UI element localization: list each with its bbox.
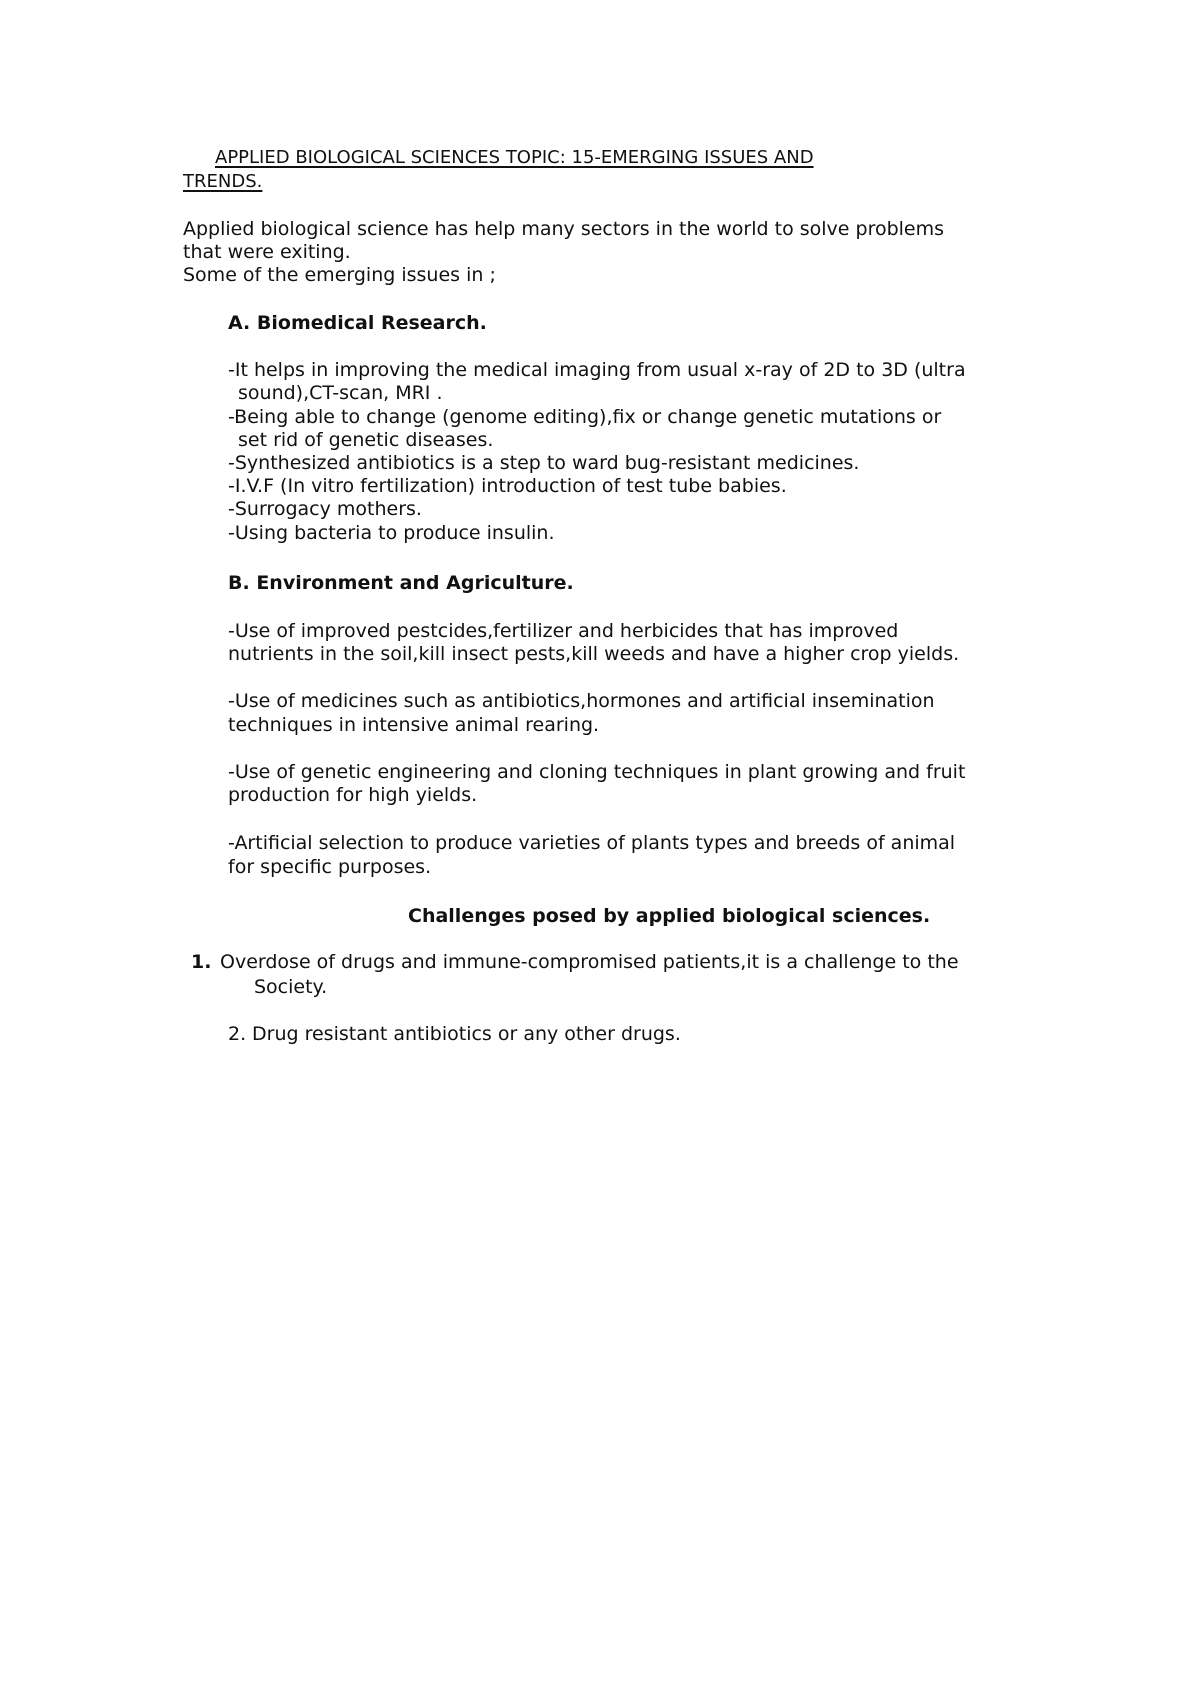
section-a-item-1-line-2: sound),CT-scan, MRI . [238, 382, 443, 404]
section-a-item-3: -Synthesized antibiotics is a step to ward bug-resistant medicines. [228, 452, 860, 474]
section-a-heading: A. Biomedical Research. [228, 312, 487, 334]
section-b-item-3-line-1: -Use of genetic engineering and cloning techniques in plant growing and fruit [228, 761, 966, 783]
challenges-heading: Challenges posed by applied biological sciences. [408, 905, 931, 927]
challenge-1-number: 1. [191, 951, 212, 973]
intro-line-1: Applied biological science has help many sectors in the world to solve problems [183, 218, 945, 240]
section-a-item-5: -Surrogacy mothers. [228, 498, 422, 520]
section-a-item-1-line-1: -It helps in improving the medical imaging from usual x-ray of 2D to 3D (ultra [228, 359, 966, 381]
intro-line-2: that were exiting. [183, 241, 351, 263]
section-b-item-4-line-2: for specific purposes. [228, 856, 432, 878]
section-a-item-2-line-2: set rid of genetic diseases. [238, 429, 494, 451]
section-a-item-6: -Using bacteria to produce insulin. [228, 522, 555, 544]
section-a-item-2-line-1: -Being able to change (genome editing),fix or change genetic mutations or [228, 406, 942, 428]
challenge-1-line-1: Overdose of drugs and immune-compromised patients,it is a challenge to the [220, 951, 959, 973]
section-b-heading: B. Environment and Agriculture. [228, 572, 574, 594]
section-a-item-4: -I.V.F (In vitro fertilization) introduction of test tube babies. [228, 475, 787, 497]
challenge-2-line-1: Drug resistant antibiotics or any other drugs. [252, 1023, 681, 1045]
section-b-item-3-line-2: production for high yields. [228, 784, 478, 806]
intro-line-3: Some of the emerging issues in ; [183, 264, 496, 286]
section-b-item-1-line-1: -Use of improved pestcides,fertilizer and herbicides that has improved [228, 620, 899, 642]
challenge-1-line-2: Society. [254, 976, 328, 998]
title-line-2: TRENDS. [183, 171, 263, 192]
section-b-item-4-line-1: -Artificial selection to produce varieties of plants types and breeds of animal [228, 832, 956, 854]
section-b-item-2-line-2: techniques in intensive animal rearing. [228, 714, 600, 736]
section-b-item-1-line-2: nutrients in the soil,kill insect pests,kill weeds and have a higher crop yields. [228, 643, 960, 665]
challenge-2-number: 2. [228, 1023, 247, 1045]
section-b-item-2-line-1: -Use of medicines such as antibiotics,hormones and artificial insemination [228, 690, 935, 712]
title-line-1: APPLIED BIOLOGICAL SCIENCES TOPIC: 15-EMERGING ISSUES AND [215, 147, 814, 168]
